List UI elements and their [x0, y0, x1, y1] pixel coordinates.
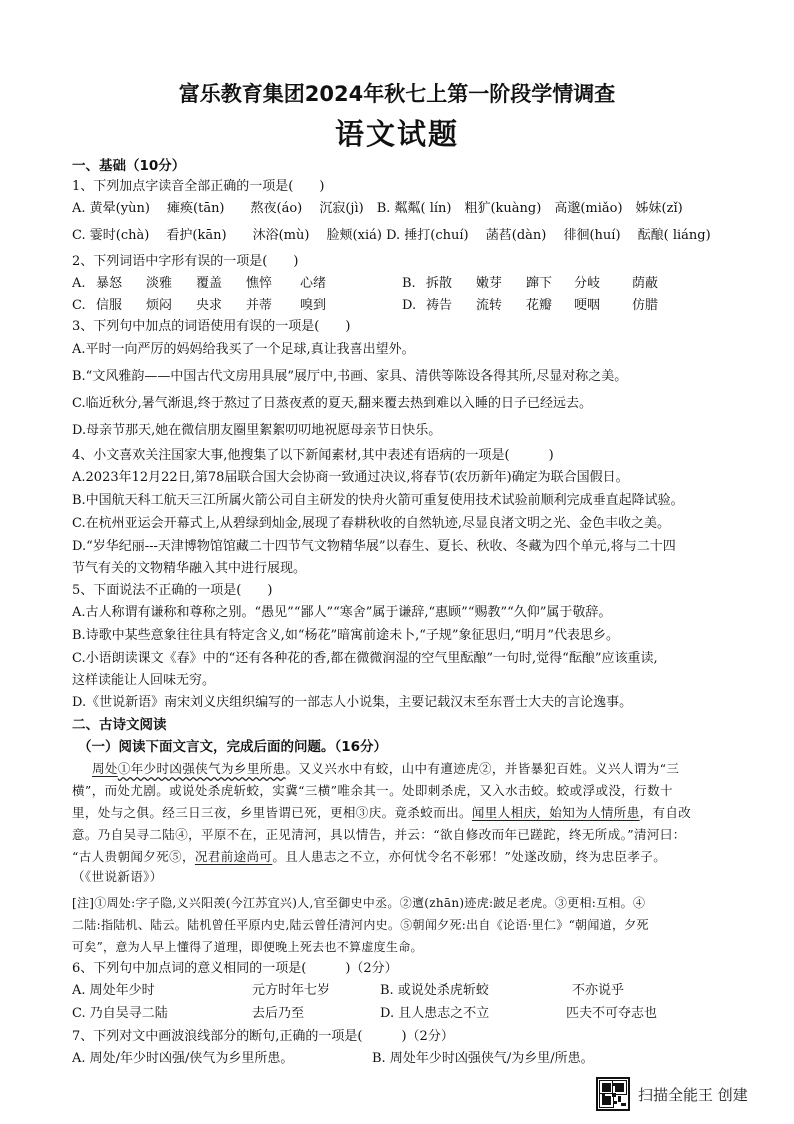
- q2-word: 央求: [196, 298, 223, 313]
- q5-option-d: D.《世说新语》南宋刘义庆组织编写的一部志人小说集，主要记载汉末至东晋士大夫的言论逸事。: [72, 695, 633, 710]
- q6-option-a: A. 周处年少时: [72, 983, 155, 998]
- passage-text: 里，处与之俱。经三日三夜，乡里皆谓已死，更相③庆。竟杀蛟而出。: [72, 805, 472, 820]
- passage-text: 。且人患志之不立，亦何忧令名不彰邪！”处遂改励，终为忠臣孝子。: [272, 849, 667, 864]
- q2-word: 心绪: [300, 276, 327, 291]
- q6-option-b: B. 或说处杀虎斩蛟: [380, 983, 489, 998]
- q2-word: 仿腊: [632, 298, 659, 313]
- q2-word: 流转: [476, 298, 503, 313]
- q2-word: 拆散: [426, 276, 453, 291]
- q2-option-b-label: B.: [402, 276, 416, 291]
- q3-stem: 3、下列句中加点的词语使用有误的一项是( ): [72, 319, 351, 334]
- section-heading-classical: 二、古诗文阅读: [72, 717, 167, 733]
- q2-word: 暴怒: [96, 276, 123, 291]
- q6-option-b-compare: 不亦说乎: [572, 983, 625, 998]
- q6-option-a-compare: 元方时年七岁: [252, 983, 331, 998]
- scanner-watermark: [596, 1078, 748, 1110]
- q3-option-d: D.母亲节那天,她在微信朋友圈里絮絮叨叨地祝愿母亲节日快乐。: [72, 423, 442, 438]
- q2-word: 淡雅: [146, 276, 173, 291]
- q2-stem: 2、下列词语中字形有误的一项是( ): [72, 254, 299, 269]
- q4-option-d-cont: 节气有关的文物精华融入其中进行展现。: [72, 561, 307, 576]
- q6-option-d-compare: 匹夫不可夺志也: [566, 1006, 658, 1021]
- passage-underlined-name: 周处: [92, 761, 118, 776]
- q2-word: 分岐: [574, 276, 601, 291]
- passage-line: 意。乃自吴寻二陆④，平原不在，正见清河，具以情告，并云：“欲自修改而年已蹉跎，终无所成。”清河曰：: [72, 827, 686, 842]
- q4-stem: 4、小文喜欢关注国家大事,他搜集了以下新闻素材,其中表述有语病的一项是( ): [72, 448, 554, 463]
- passage-note: 二陆:指陆机、陆云。陆机曾任平原内史,陆云曾任清河内史。⑤朝闻夕死:出自《论语·里仁》“朝闻道，夕死: [72, 918, 649, 932]
- passage-underlined-sentence: 况君前途尚可: [194, 849, 273, 864]
- q2-option-a-label: A.: [72, 276, 86, 291]
- passage-line: 横”，而处尤剧。或说处杀虎斩蛟，实冀“三横”唯余其一。处即刺杀虎，又入水击蛟。蛟或浮或没，行数十: [72, 783, 673, 798]
- qr-code-icon: [596, 1077, 630, 1111]
- passage-wavy-segment: ①年少时凶强侠气为乡里所患: [117, 761, 286, 776]
- passage-text: “古人贵朝闻夕死⑤，: [72, 849, 195, 864]
- q2-word: 荫蔽: [632, 276, 659, 291]
- q6-option-c: C. 乃自吴寻二陆: [72, 1006, 168, 1021]
- passage-line: [92, 760, 679, 778]
- passage-line: [72, 804, 691, 822]
- q2-word: 信服: [96, 298, 123, 313]
- exam-subtitle: 语文试题: [334, 117, 459, 151]
- q2-word: 哽咽: [574, 298, 601, 313]
- passage-note: [注]①周处:字子隐,义兴阳羡(今江苏宜兴)人,官至御史中丞。②邅(zhān)迹虎:跛足老虎。③更相:互相。④: [72, 896, 646, 910]
- q1-options-cd: C. 霎时(chà) 看护(kān) 沐浴(mù) 脸颊(xiá) D. 捶打(chuí) 菡萏(dàn) 徘徊(huí) 酝酿( liáng): [72, 228, 711, 243]
- q5-option-c: C.小语朗读课文《春》中的“还有各种花的香,都在微微润湿的空气里酝酿”一句时,觉得“酝酿”应该重读,: [72, 651, 658, 666]
- q5-option-c-cont: 这样读能让人回味无穷。: [72, 673, 216, 688]
- section-heading-basics: 一、基础（10分）: [72, 158, 186, 174]
- exam-title: 富乐教育集团2024年秋七上第一阶段学情调查: [178, 82, 616, 106]
- q2-word: 并蒂: [246, 298, 273, 313]
- q2-word: 花瓣: [526, 298, 553, 313]
- q4-option-d: D.“岁华纪丽---天津博物馆馆藏二十四节气文物精华展”以春生、夏长、秋收、冬藏为四个单元,将与二十四: [72, 539, 676, 554]
- q2-word: 烦闷: [146, 298, 173, 313]
- q5-stem: 5、下面说法不正确的一项是( ): [72, 583, 273, 598]
- q4-option-a: A.2023年12月22日,第78届联合国大会协商一致通过决议,将春节(农历新年)确定为联合国假日。: [72, 470, 629, 485]
- q6-stem: 6、下列句中加点词的意义相同的一项是( )（2分）: [72, 961, 398, 976]
- q1-options-ab: A. 黄晕(yùn) 瘫痪(tān) 熬夜(áo) 沉寂(jì) B. 粼粼( lín) 粗犷(kuàng) 高邈(miǎo) 姊妹(zǐ): [72, 201, 683, 216]
- q4-option-b: B.中国航天科工航天三江所属火箭公司自主研发的快舟火箭可重复使用技术试验前顺利完成垂直起降试验。: [72, 493, 684, 508]
- q2-option-c-label: C.: [72, 298, 86, 313]
- q7-option-b: B. 周处年少时凶强侠气/为乡里/所患。: [372, 1051, 594, 1066]
- q6-option-c-compare: 去后乃至: [252, 1006, 305, 1021]
- q4-option-c: C.在杭州亚运会开幕式上,从碧绿到灿金,展现了春耕秋收的自然轨迹,尽显良渚文明之光、金色丰收之美。: [72, 516, 671, 531]
- q2-word: 嗅到: [300, 298, 327, 313]
- q7-option-a: A. 周处/年少时凶强/侠气为乡里所患。: [72, 1051, 294, 1066]
- passage-note: 可矣”，意为人早上懂得了道理，即便晚上死去也不算虚度生命。: [72, 940, 423, 954]
- passage-text: ，有自改: [639, 805, 692, 820]
- q2-option-d-label: D.: [402, 298, 417, 313]
- passage-underlined-sentence: 闻里人相庆，始知为人情所患: [471, 805, 640, 820]
- q2-word: 憔悴: [246, 276, 273, 291]
- q2-word: 覆盖: [196, 276, 223, 291]
- passage-instructions: （一）阅读下面文言文，完成后面的问题。（16分）: [78, 739, 388, 755]
- q2-word: 祷告: [426, 298, 453, 313]
- q6-option-d: D. 且人患志之不立: [380, 1006, 490, 1021]
- q3-option-a: A.平时一向严厉的妈妈给我买了一个足球,真让我喜出望外。: [72, 342, 415, 357]
- q5-option-b: B.诗歌中某些意象往往具有特定含义,如“杨花”暗寓前途未卜,“子规”象征思归,“明月”代表思乡。: [72, 628, 619, 643]
- passage-text: 。又义兴水中有蛟，山中有邅迹虎②，并皆暴犯百姓。义兴人谓为“三: [285, 761, 680, 776]
- passage-source: （《世说新语》）: [72, 869, 163, 884]
- q5-option-a: A.古人称谓有谦称和尊称之别。“愚见”“鄙人”“寒舍”属于谦辞,“惠顾”“赐教”“久仰”属于敬辞。: [72, 605, 612, 620]
- q2-word: 嫩芽: [476, 276, 503, 291]
- q2-word: 蹿下: [526, 276, 553, 291]
- q7-stem: 7、下列对文中画波浪线部分的断句,正确的一项是( )（2分）: [72, 1029, 454, 1044]
- q1-stem: 1、下列加点字读音全部正确的一项是( ): [72, 179, 325, 194]
- q3-option-b: B.“文风雅韵——中国古代文房用具展”展厅中,书画、家具、清供等陈设各得其所,尽显对称之美。: [72, 369, 628, 384]
- passage-line: [72, 848, 666, 866]
- q3-option-c: C.临近秋分,暑气渐退,终于熬过了日蒸夜煮的夏天,翻来覆去热到难以入睡的日子已经远去。: [72, 396, 593, 411]
- scanner-watermark-text: 扫描全能王 创建: [638, 1085, 748, 1104]
